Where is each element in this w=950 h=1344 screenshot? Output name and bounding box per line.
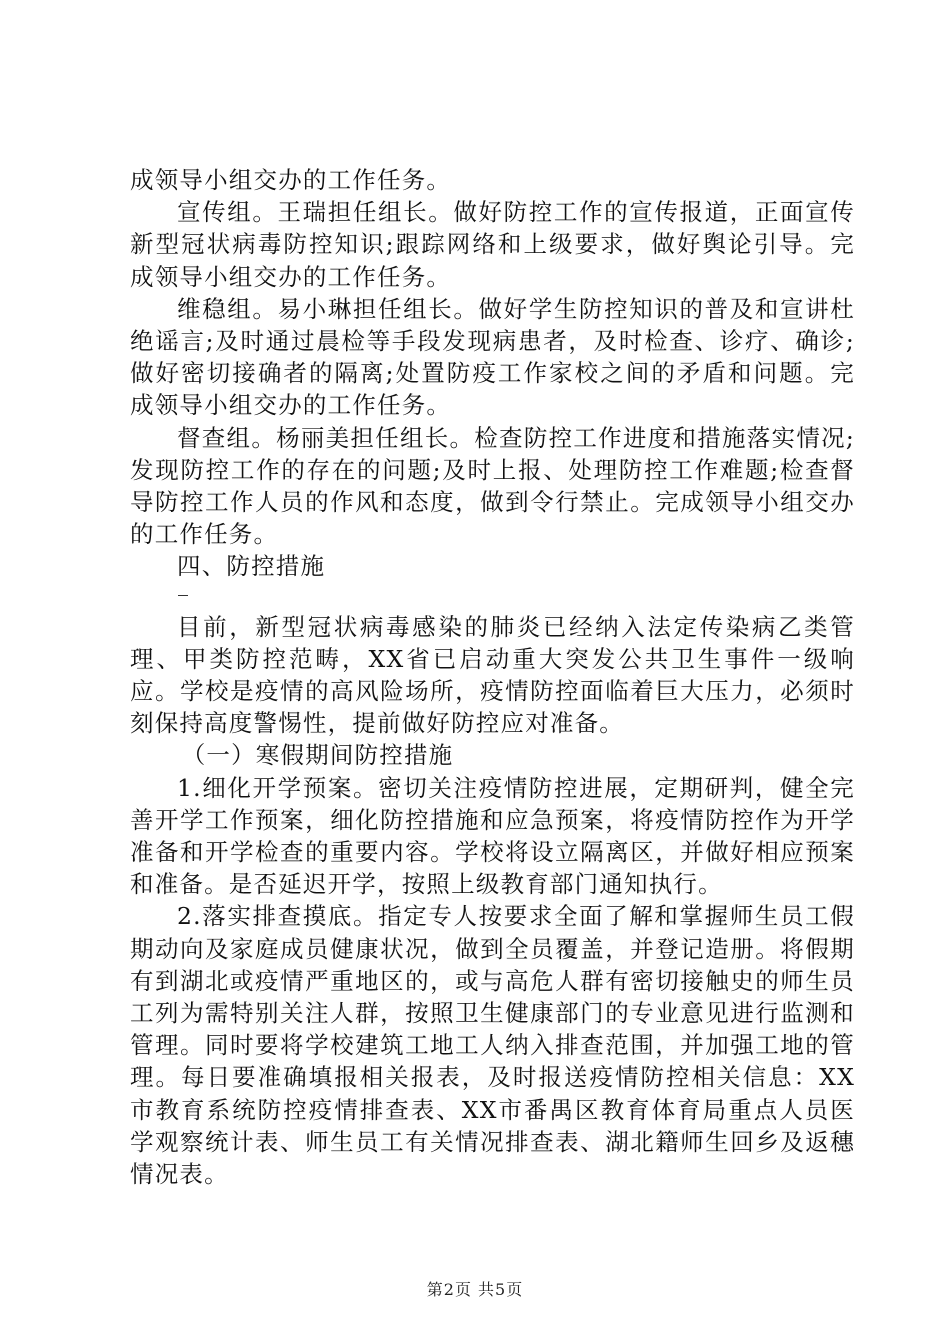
paragraph-current-situation: 目前，新型冠状病毒感染的肺炎已经纳入法定传染病乙类管理、甲类防控范畴，XX省已启动重大突发公共卫生事件一级响应。学校是疫情的高风险场所，疫情防控面临着巨大压力，必须时刻保持高度警惕性，提前做好防控应对准备。 (130, 612, 855, 738)
paragraph-continuation: 成领导小组交办的工作任务。 (130, 166, 452, 194)
underline-mark (130, 583, 855, 611)
subsection-heading-winter-break: （一）寒假期间防控措施 (181, 741, 454, 770)
paragraph-stability-group: 维稳组。易小琳担任组长。做好学生防控知识的普及和宣讲杜绝谣言;及时通过晨检等手段发现病患者，及时检查、诊疗、确诊;做好密切接确者的隔离;处置防疫工作家校之间的矛盾和问题。完成领导小组交办的工作任务。 (130, 294, 855, 420)
paragraph-screening: 2.落实排查摸底。指定专人按要求全面了解和掌握师生员工假期动向及家庭成员健康状况，做到全员覆盖，并登记造册。将假期有到湖北或疫情严重地区的，或与高危人群有密切接触史的师生员工列为需特别关注人群，按照卫生健康部门的专业意见进行监测和管理。同时要将学校建筑工地工人纳入排查范围，并加强工地的管理。每日要准确填报相关报表，及时报送疫情防控相关信息：XX市教育系统防控疫情排查表、XX市番禺区教育体育局重点人员医学观察统计表、师生员工有关情况排查表、湖北籍师生回乡及返穗情况表。 (130, 902, 855, 1189)
page-footer: 第2页 共5页 (426, 1280, 524, 1299)
paragraph-school-opening-plan: 1.细化开学预案。密切关注疫情防控进展，定期研判，健全完善开学工作预案，细化防控措施和应急预案，将疫情防控作为开学准备和开学检查的重要内容。学校将设立隔离区，并做好相应预案和准备。是否延迟开学，按照上级教育部门通知执行。 (130, 773, 855, 899)
paragraph-inspection-group: 督查组。杨丽美担任组长。检查防控工作进度和措施落实情况;发现防控工作的存在的问题;及时上报、处理防控工作难题;检查督导防控工作人员的作风和态度，做到令行禁止。完成领导小组交办的工作任务。 (130, 423, 855, 549)
document-body (130, 164, 855, 1190)
section-heading-prevention-measures: 四、防控措施 (177, 552, 326, 581)
paragraph-publicity-group: 宣传组。王瑞担任组长。做好防控工作的宣传报道，正面宣传新型冠状病毒防控知识;跟踪网络和上级要求，做好舆论引导。完成领导小组交办的工作任务。 (130, 198, 855, 291)
